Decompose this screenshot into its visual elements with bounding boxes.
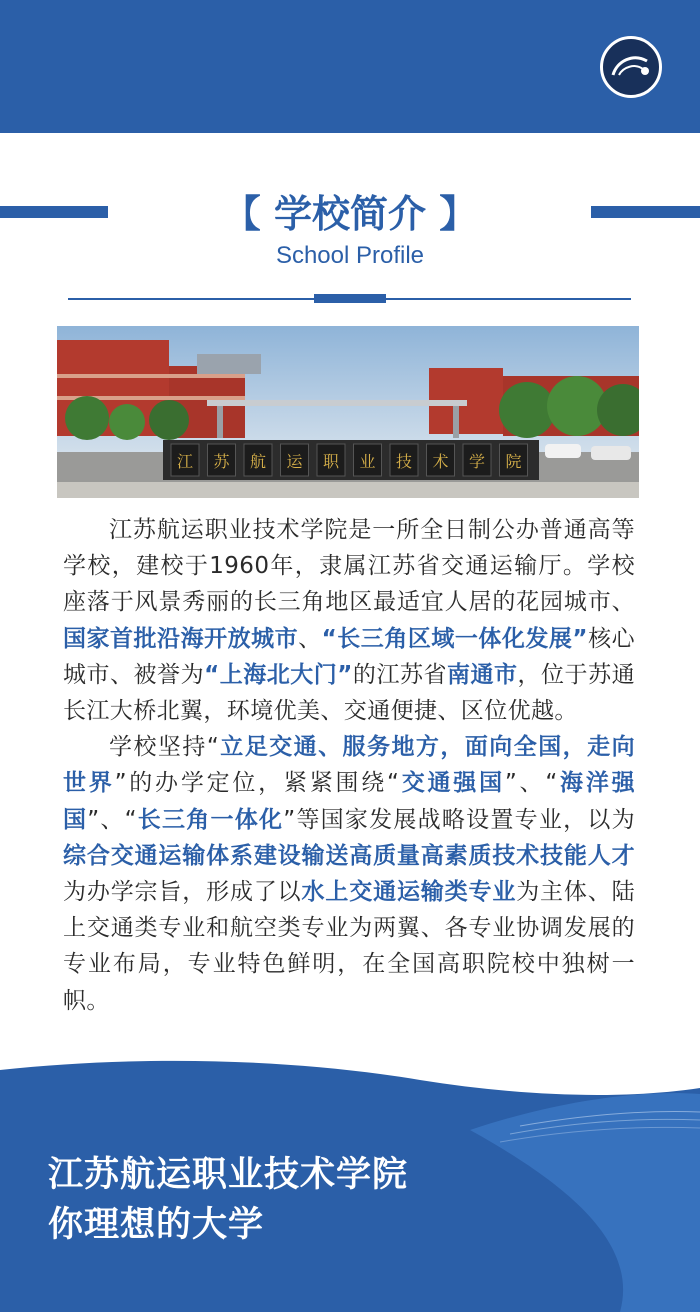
intro-paragraph-2	[63, 729, 635, 1019]
title-deco-bar-right	[591, 206, 700, 218]
highlight-text: 交通强国	[399, 770, 505, 797]
gate-sign	[163, 440, 539, 480]
body-text-span: ，位于苏通长江大桥北翼，环境优美、交通便捷、区位优越。	[63, 661, 635, 725]
gate-char: 运	[286, 452, 303, 471]
section-title: 【 学校简介 】	[222, 192, 478, 236]
gate-char: 江	[176, 452, 194, 471]
body-text-span: ”、“	[504, 770, 558, 797]
gate-char: 术	[432, 452, 449, 471]
slogan-line-1: 江苏航运职业技术学院	[48, 1155, 409, 1195]
body-text-span: 核心城市、被誉为	[63, 625, 635, 688]
gate-char: 职	[322, 452, 340, 471]
header-band	[0, 0, 700, 133]
highlight-text: 综合交通运输体系建设输送高质量高素质技术技能人才	[63, 842, 635, 869]
highlight-text: 南通市	[446, 661, 518, 688]
gate-char: 航	[249, 452, 267, 471]
gate-char: 学	[468, 452, 486, 471]
section-subtitle: School Profile	[275, 242, 425, 269]
campus-gate-photo	[57, 326, 639, 498]
slogan-line-2: 你理想的大学	[48, 1205, 265, 1245]
body-text-span: ”、“	[87, 806, 137, 833]
body-text-span: 为办学宗旨，形成了以	[63, 879, 302, 906]
body-text-span: 为主体、陆上交通类专业和航空类专业为两翼、各专业协调发展的专业布局，专业特色鲜明，在全国高职院校中独树一帜。	[63, 879, 636, 1014]
highlight-text: 国家首批沿海开放城市	[63, 625, 299, 652]
body-text-span: ”的办学定位，紧紧围绕“	[114, 770, 400, 797]
body-text-span: 、	[298, 625, 322, 652]
highlight-text: “上海北大门”	[204, 661, 353, 688]
body-text-span: 学校坚持“	[109, 734, 220, 761]
highlight-text: 立足交通、服务地方，面向全国，走向世界	[63, 734, 635, 797]
gate-char: 院	[505, 452, 522, 471]
highlight-text: 长三角一体化	[136, 806, 284, 833]
highlight-text: 水上交通运输类专业	[301, 879, 517, 906]
title-deco-bar-left	[0, 206, 108, 218]
highlight-text: “长三角区域一体化发展”	[321, 625, 588, 652]
body-text-span: 的江苏省	[352, 661, 447, 688]
school-emblem-icon	[600, 36, 662, 98]
body-text-span: ”等国家发展战略设置专业，以为	[283, 806, 636, 833]
intro-text	[63, 512, 635, 1019]
gate-char: 苏	[213, 452, 230, 471]
gate-char: 业	[359, 452, 376, 471]
title-divider-accent	[314, 294, 386, 303]
highlight-text: 海洋强国	[63, 770, 635, 833]
gate-char: 技	[395, 452, 413, 471]
body-text-span: 江苏航运职业技术学院是一所全日制公办普通高等学校，建校于1960年，隶属江苏省交通运输厅。学校座落于风景秀丽的长三角地区最适宜人居的花园城市、	[63, 517, 635, 616]
intro-paragraph-1	[63, 512, 635, 729]
